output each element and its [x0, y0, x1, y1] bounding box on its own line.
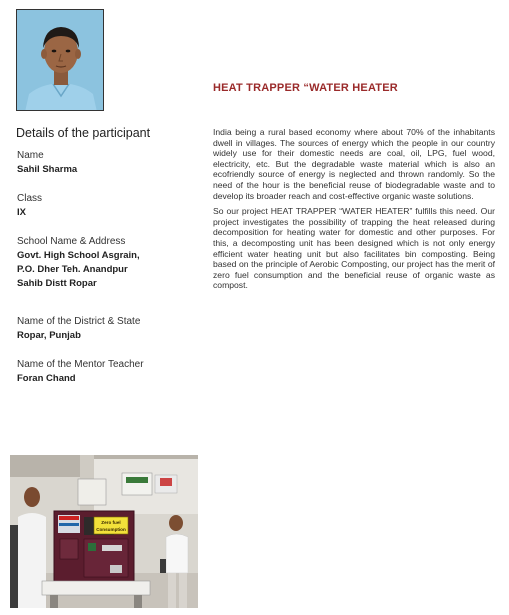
district-value: Ropar, Punjab	[17, 330, 81, 341]
name-label: Name	[17, 150, 44, 161]
district-field	[17, 316, 202, 342]
project-description	[213, 127, 495, 296]
mentor-field	[17, 359, 202, 385]
exhibit-sign-line-2: Consumption	[96, 527, 126, 532]
participant-portrait	[16, 9, 104, 111]
description-paragraph-2: So our project HEAT TRAPPER “WATER HEATER” fulfills this need. Our project investigates the possibility of trapping the heat released during decomposition for heating water for domestic and other purposes. For this, a decomposting unit has been designed which is not only energy efficient water heating unit but also facilitates bin composting. Being based on the principle of Aerobic Composting, our project has the merit of zero fuel consumption and the beneficial reuse of organic waste as compost.	[213, 206, 495, 291]
exhibit-sign-line-1: Zero fuel	[101, 520, 121, 525]
class-label: Class	[17, 193, 43, 204]
mentor-value: Foran Chand	[17, 373, 76, 384]
school-field	[17, 236, 202, 290]
class-field	[17, 193, 202, 219]
project-title: HEAT TRAPPER “WATER HEATER	[213, 82, 398, 94]
exhibit-image	[10, 455, 198, 608]
name-field	[17, 150, 202, 176]
district-label: Name of the District & State	[17, 316, 141, 327]
school-line-1: Govt. High School Asgrain,	[17, 250, 140, 261]
school-label: School Name & Address	[17, 236, 126, 247]
exhibit-photo	[10, 455, 198, 608]
class-value: IX	[17, 207, 26, 218]
mentor-label: Name of the Mentor Teacher	[17, 359, 144, 370]
details-heading: Details of the participant	[16, 126, 151, 140]
school-line-2: P.O. Dher Teh. Anandpur	[17, 264, 128, 275]
name-value: Sahil Sharma	[17, 164, 78, 175]
school-line-3: Sahib Distt Ropar	[17, 278, 97, 289]
description-paragraph-1: India being a rural based economy where about 70% of the inhabitants dwell in villages. The sources of energy which the people in our country widely use for their domestic needs are coal, oil, LPG, fuel wood, electricity, etc. But the degradable waste material which is also an ecofriendly source of energy is neglected and thrown randomly. So the need of the hour is the beneficial reuse of biodegradable waste and to develop its broader reach and cost-effective organic waste solutions.	[213, 127, 495, 201]
portrait-image	[17, 10, 104, 111]
